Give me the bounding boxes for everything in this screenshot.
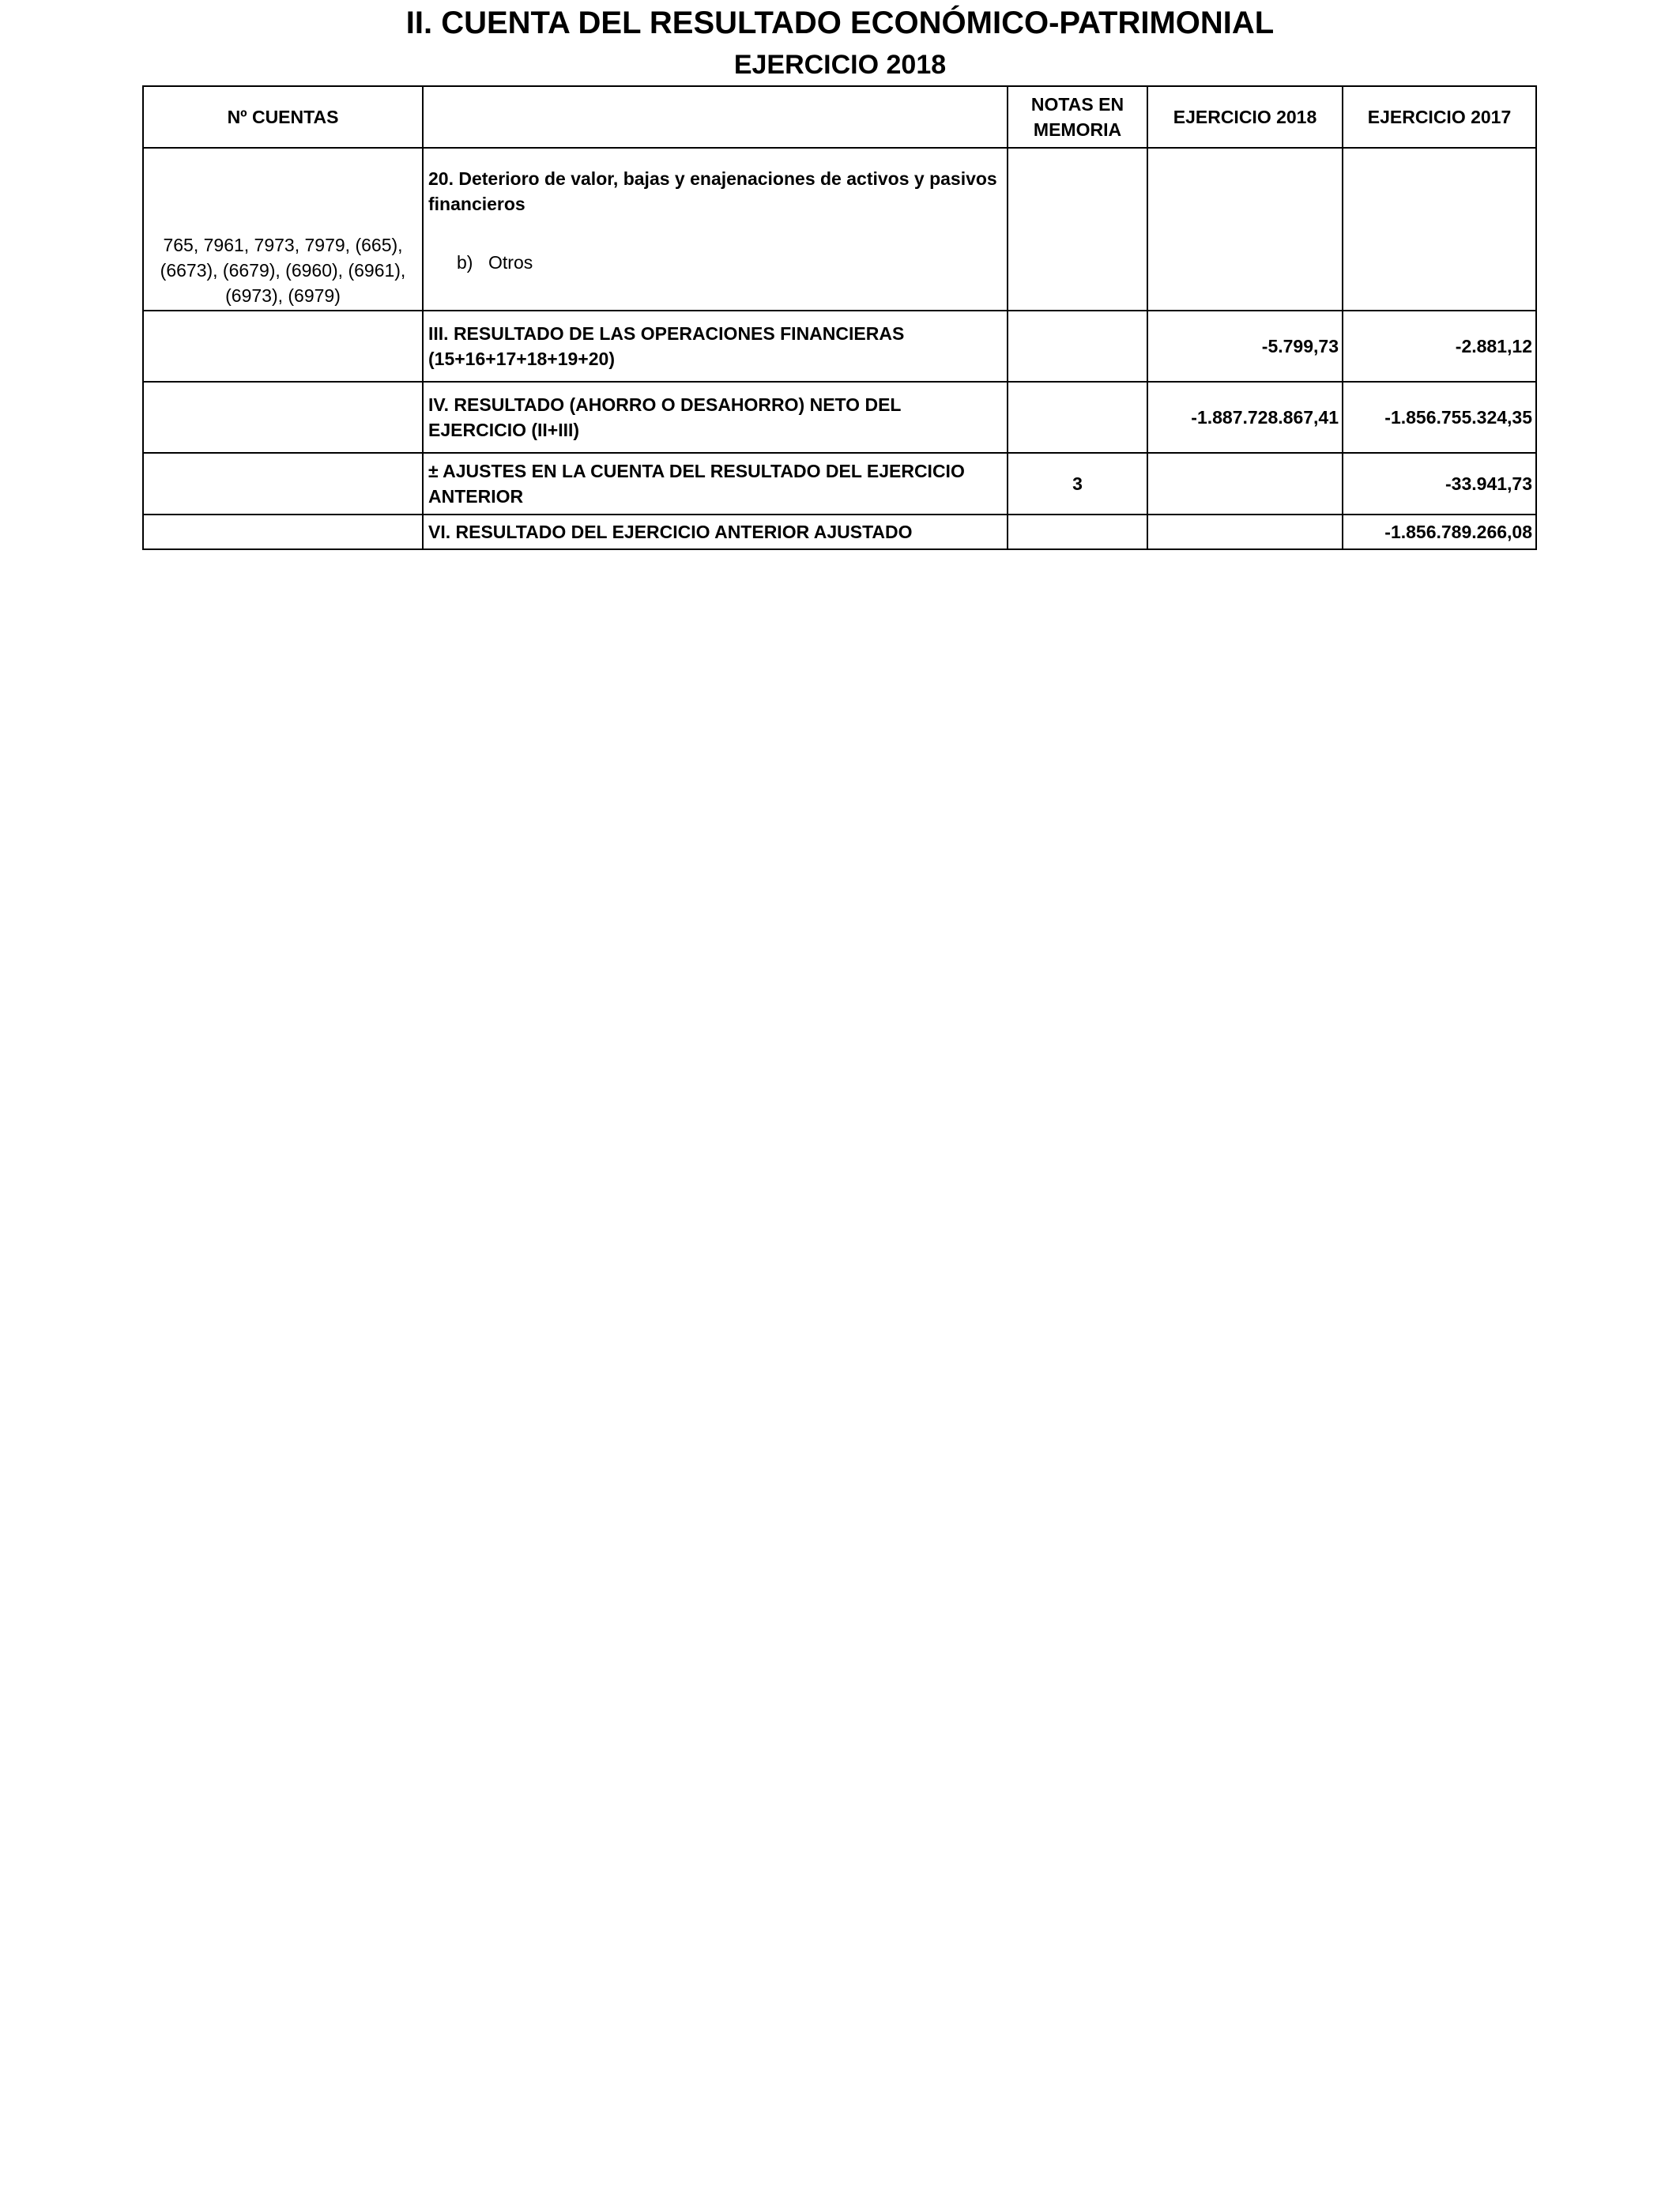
- table-row: [143, 311, 1536, 382]
- description-cell: ± AJUSTES EN LA CUENTA DEL RESULTADO DEL EJERCICIO ANTERIOR: [423, 453, 1008, 515]
- table-row: [143, 148, 1536, 311]
- description-cell: VI. RESULTADO DEL EJERCICIO ANTERIOR AJUSTADO: [423, 515, 1008, 549]
- description-cell: [423, 148, 1008, 311]
- value-2018-cell: [1147, 453, 1343, 515]
- value-2017-cell: -2.881,12: [1343, 311, 1536, 382]
- notas-cell: [1008, 311, 1147, 382]
- header-ejercicio-2017: EJERCICIO 2017: [1343, 86, 1536, 148]
- header-cuentas: Nº CUENTAS: [143, 86, 423, 148]
- notas-cell: [1008, 382, 1147, 453]
- description-cell: III. RESULTADO DE LAS OPERACIONES FINANCIERAS (15+16+17+18+19+20): [423, 311, 1008, 382]
- notas-cell: [1008, 148, 1147, 311]
- value-2017-cell: [1343, 148, 1536, 311]
- row-heading: 20. Deterioro de valor, bajas y enajenaciones de activos y pasivos financieros: [428, 168, 997, 214]
- page-subtitle: EJERCICIO 2018: [733, 50, 947, 80]
- description-cell: IV. RESULTADO (AHORRO O DESAHORRO) NETO DEL EJERCICIO (II+III): [423, 382, 1008, 453]
- notas-cell: 3: [1008, 453, 1147, 515]
- table-header-row: [143, 86, 1536, 148]
- cuentas-cell: [143, 311, 423, 382]
- header-notas-line1: NOTAS EN: [1030, 94, 1124, 115]
- table-row: [143, 382, 1536, 453]
- table-row: [143, 515, 1536, 549]
- subitem-letter: b): [457, 252, 473, 273]
- cuentas-cell: 765, 7961, 7973, 7979, (665), (6673), (6679), (6960), (6961), (6973), (6979): [143, 148, 423, 311]
- value-2017-cell: -1.856.789.266,08: [1343, 515, 1536, 549]
- value-2017-cell: -1.856.755.324,35: [1343, 382, 1536, 453]
- notas-cell: [1008, 515, 1147, 549]
- subitem-label: Otros: [488, 252, 533, 273]
- value-2018-cell: -1.887.728.867,41: [1147, 382, 1343, 453]
- header-ejercicio-2018: EJERCICIO 2018: [1147, 86, 1343, 148]
- row-subitem: [428, 250, 1002, 275]
- table-row: [143, 453, 1536, 515]
- header-notas-line2: MEMORIA: [1033, 119, 1122, 140]
- page-title: II. CUENTA DEL RESULTADO ECONÓMICO-PATRIMONIAL: [405, 6, 1275, 40]
- value-2018-cell: -5.799,73: [1147, 311, 1343, 382]
- cuentas-cell: [143, 382, 423, 453]
- value-2018-cell: [1147, 148, 1343, 311]
- value-2017-cell: -33.941,73: [1343, 453, 1536, 515]
- value-2018-cell: [1147, 515, 1343, 549]
- cuentas-cell: [143, 515, 423, 549]
- cuentas-cell: [143, 453, 423, 515]
- header-descripcion: [423, 86, 1008, 148]
- result-table: [142, 85, 1537, 550]
- header-notas: [1008, 86, 1147, 148]
